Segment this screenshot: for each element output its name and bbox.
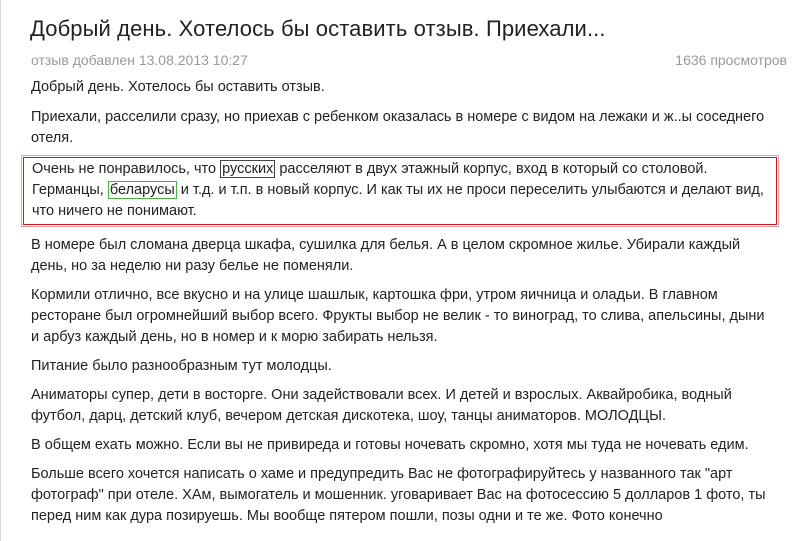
paragraph-catering: Питание было разнообразным тут молодцы.	[31, 358, 332, 374]
marked-word-belarusians: беларусы	[109, 182, 175, 198]
paragraph-animators: Аниматоры супер, дети в восторге. Они задействовали всех. И детей и взрослых. Аквайробика, водный футбол, дарц, детский клуб, вечером детская дискотека, шоу, танцы аниматоров. МОЛОДЦЫ.	[31, 387, 732, 424]
review-date: отзыв добавлен 13.08.2013 10:27	[31, 52, 248, 68]
paragraph-arrival: Приехали, расселили сразу, но приехав с ребенком оказалась в номере с видом на лежаки и ж..ы соседнего отеля.	[31, 109, 765, 146]
marked-word-russians: русских	[222, 161, 274, 177]
paragraph-photographer-wrapper	[31, 464, 769, 527]
paragraph-room: В номере был сломана дверца шкафа, сушилка для белья. А в целом скромное жилье. Убирали каждый день, но за неделю ни разу белье не поменяли.	[31, 237, 741, 274]
paragraph-accommodation	[32, 159, 768, 222]
paragraph-summary: В общем ехать можно. Если вы не привиреда и готовы ночевать скромно, хотя мы туда не ночевать едим.	[31, 437, 749, 453]
paragraph-greeting: Добрый день. Хотелось бы оставить отзыв.	[31, 79, 325, 95]
paragraph-accommodation-text-1: Очень не понравилось, что	[32, 161, 221, 177]
view-count: 1636 просмотров	[675, 52, 787, 68]
review-body	[31, 77, 769, 527]
review-title: Добрый день. Хотелось бы оставить отзыв. Приехали...	[30, 16, 606, 41]
paragraph-accommodation-text-2: расселяют в двух этажный корпус, вход в который со столовой. Германцы,	[32, 161, 708, 198]
paragraph-accommodation-text-3: и т.д. и т.п. в новый корпус. И как ты их не проси переселить улыбаются и делают вид, что ничего не понимают.	[32, 182, 764, 219]
paragraph-photographer: Больше всего хочется написать о хаме и предупредить Вас не фотографируйтесь у названного так "арт фотограф" при отеле. ХАм, вымогатель и мошенник. уговаривает Вас на фотосессию 5 долларов 1 фото, ты перед ним как дура позируешь. Мы вообще пятером пошли, позы одни и те же. Фото конечно	[31, 466, 766, 524]
paragraph-food: Кормили отлично, все вкусно и на улице шашлык, картошка фри, утром яичница и оладьи. В главном ресторане был огромнейший выбор всего. Фрукты выбор не велик - то виноград, то слива, апельсины, дыни и арбуз каждый день, но в номер и к морю забирать нельзя.	[31, 287, 765, 345]
highlighted-paragraph-box	[23, 157, 777, 225]
